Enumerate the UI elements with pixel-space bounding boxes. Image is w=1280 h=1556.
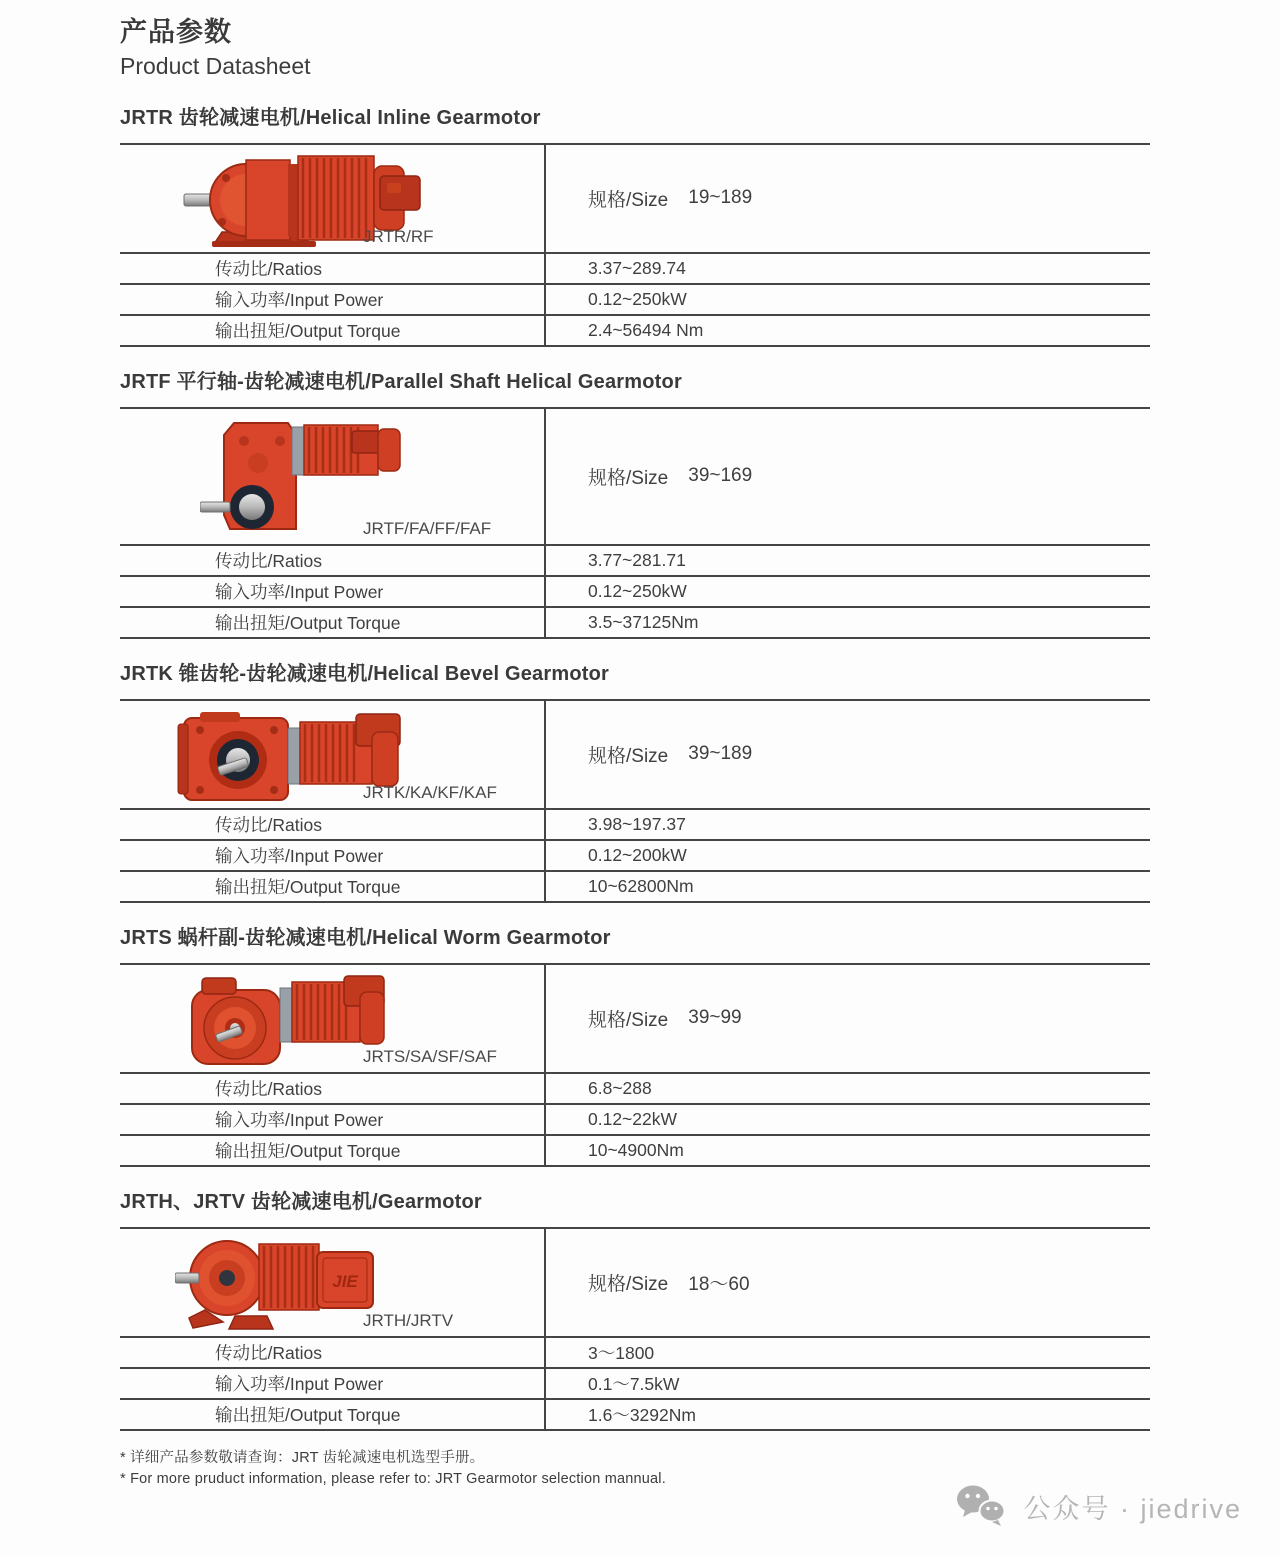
size-value: 39~189 bbox=[688, 743, 753, 765]
table-row bbox=[120, 1136, 1150, 1167]
row-label: 传动比/Ratios bbox=[120, 254, 546, 283]
row-value: 2.4~56494 Nm bbox=[588, 319, 704, 340]
size-value: 39~169 bbox=[688, 465, 753, 487]
size-value: 18～60 bbox=[688, 1273, 750, 1295]
table-row bbox=[120, 316, 1150, 347]
row-value: 0.12~22kW bbox=[588, 1108, 678, 1129]
table-row bbox=[120, 577, 1150, 608]
jie-brand-logo: JIE bbox=[332, 1271, 358, 1291]
row-label: 传动比/Ratios bbox=[120, 546, 546, 575]
size-cell bbox=[546, 965, 1150, 1072]
row-label: 输出扭矩/Output Torque bbox=[120, 316, 546, 345]
size-label: 规格/Size bbox=[588, 745, 669, 767]
product-image-caption: JRTF/FA/FF/FAF bbox=[363, 518, 492, 538]
table-row bbox=[120, 546, 1150, 577]
section-title: JRTS 蜗杆副-齿轮减速电机/Helical Worm Gearmotor bbox=[120, 926, 611, 949]
row-value: 3.5~37125Nm bbox=[588, 611, 699, 632]
section-jrth-jrtv bbox=[120, 1190, 1150, 1431]
product-image-caption: JRTR/RF bbox=[363, 226, 434, 246]
table-row bbox=[120, 254, 1150, 285]
section-jrtr bbox=[120, 106, 1150, 347]
table-image-row bbox=[120, 1229, 1150, 1338]
row-label: 输入功率/Input Power bbox=[120, 577, 546, 606]
row-value: 0.12~250kW bbox=[588, 580, 687, 601]
spec-table bbox=[120, 699, 1150, 903]
row-label: 输入功率/Input Power bbox=[120, 285, 546, 314]
table-row bbox=[120, 608, 1150, 639]
wechat-footer bbox=[955, 1483, 1242, 1529]
row-value: 1.6～3292Nm bbox=[588, 1404, 696, 1425]
section-jrtk bbox=[120, 662, 1150, 903]
table-image-row bbox=[120, 965, 1150, 1074]
section-title: JRTR 齿轮减速电机/Helical Inline Gearmotor bbox=[120, 106, 541, 129]
size-cell bbox=[546, 409, 1150, 544]
row-label: 传动比/Ratios bbox=[120, 1074, 546, 1103]
table-image-row bbox=[120, 409, 1150, 546]
table-image-row bbox=[120, 701, 1150, 810]
size-label: 规格/Size bbox=[588, 189, 669, 211]
row-value: 3.98~197.37 bbox=[588, 813, 686, 834]
row-value: 10~62800Nm bbox=[588, 875, 694, 896]
size-cell bbox=[546, 701, 1150, 808]
product-image-cell bbox=[120, 965, 546, 1072]
row-label: 输出扭矩/Output Torque bbox=[120, 1136, 546, 1165]
row-value: 3～1800 bbox=[588, 1342, 655, 1363]
table-image-row bbox=[120, 145, 1150, 254]
product-image-cell bbox=[120, 701, 546, 808]
footnote-zh: * 详细产品参数敬请查询：JRT 齿轮减速电机选型手册。 bbox=[120, 1449, 485, 1466]
table-row bbox=[120, 1074, 1150, 1105]
spec-table bbox=[120, 1227, 1150, 1431]
table-row bbox=[120, 810, 1150, 841]
table-row bbox=[120, 841, 1150, 872]
section-jrts bbox=[120, 926, 1150, 1167]
table-row bbox=[120, 1105, 1150, 1136]
size-label: 规格/Size bbox=[588, 1273, 669, 1295]
section-title: JRTF 平行轴-齿轮减速电机/Parallel Shaft Helical Gearmotor bbox=[120, 370, 682, 393]
row-label: 输入功率/Input Power bbox=[120, 1105, 546, 1134]
row-label: 输入功率/Input Power bbox=[120, 1369, 546, 1398]
row-label: 输出扭矩/Output Torque bbox=[120, 608, 546, 637]
row-label: 输出扭矩/Output Torque bbox=[120, 872, 546, 901]
row-label: 输入功率/Input Power bbox=[120, 841, 546, 870]
table-row bbox=[120, 1338, 1150, 1369]
row-value: 0.1～7.5kW bbox=[588, 1373, 680, 1394]
row-value: 3.77~281.71 bbox=[588, 549, 686, 570]
row-value: 0.12~250kW bbox=[588, 288, 687, 309]
section-title: JRTK 锥齿轮-齿轮减速电机/Helical Bevel Gearmotor bbox=[120, 662, 610, 685]
row-label: 输出扭矩/Output Torque bbox=[120, 1400, 546, 1429]
size-cell bbox=[546, 1229, 1150, 1336]
table-row bbox=[120, 1369, 1150, 1400]
section-jrtf bbox=[120, 370, 1150, 639]
row-value: 3.37~289.74 bbox=[588, 257, 686, 278]
jrth-gearmotor-image bbox=[175, 1234, 393, 1332]
size-label: 规格/Size bbox=[588, 467, 669, 489]
size-value: 19~189 bbox=[688, 187, 753, 209]
product-image-caption: JRTK/KA/KF/KAF bbox=[363, 782, 497, 802]
product-image-caption: JRTS/SA/SF/SAF bbox=[363, 1046, 497, 1066]
row-label: 传动比/Ratios bbox=[120, 810, 546, 839]
spec-table bbox=[120, 143, 1150, 347]
row-label: 传动比/Ratios bbox=[120, 1338, 546, 1367]
row-value: 6.8~288 bbox=[588, 1077, 652, 1098]
size-value: 39~99 bbox=[688, 1007, 742, 1029]
footnote-en: * For more pruduct information, please refer to: JRT Gearmotor selection mannual. bbox=[120, 1471, 666, 1488]
spec-table bbox=[120, 963, 1150, 1167]
size-cell bbox=[546, 145, 1150, 252]
table-row bbox=[120, 872, 1150, 903]
page-title-en: Product Datasheet bbox=[120, 52, 311, 79]
table-row bbox=[120, 1400, 1150, 1431]
product-image-cell bbox=[120, 145, 546, 252]
product-image-caption: JRTH/JRTV bbox=[363, 1310, 454, 1330]
product-image-cell bbox=[120, 409, 546, 544]
product-image-cell bbox=[120, 1229, 546, 1336]
wechat-account-text: 公众号 · jiedrive bbox=[1023, 1493, 1242, 1524]
row-value: 0.12~200kW bbox=[588, 844, 687, 865]
page-title-zh: 产品参数 bbox=[120, 17, 232, 47]
spec-table bbox=[120, 407, 1150, 639]
row-value: 10~4900Nm bbox=[588, 1139, 684, 1160]
wechat-icon bbox=[955, 1483, 1009, 1529]
section-title: JRTH、JRTV 齿轮减速电机/Gearmotor bbox=[120, 1190, 482, 1213]
table-row bbox=[120, 285, 1150, 316]
size-label: 规格/Size bbox=[588, 1009, 669, 1031]
